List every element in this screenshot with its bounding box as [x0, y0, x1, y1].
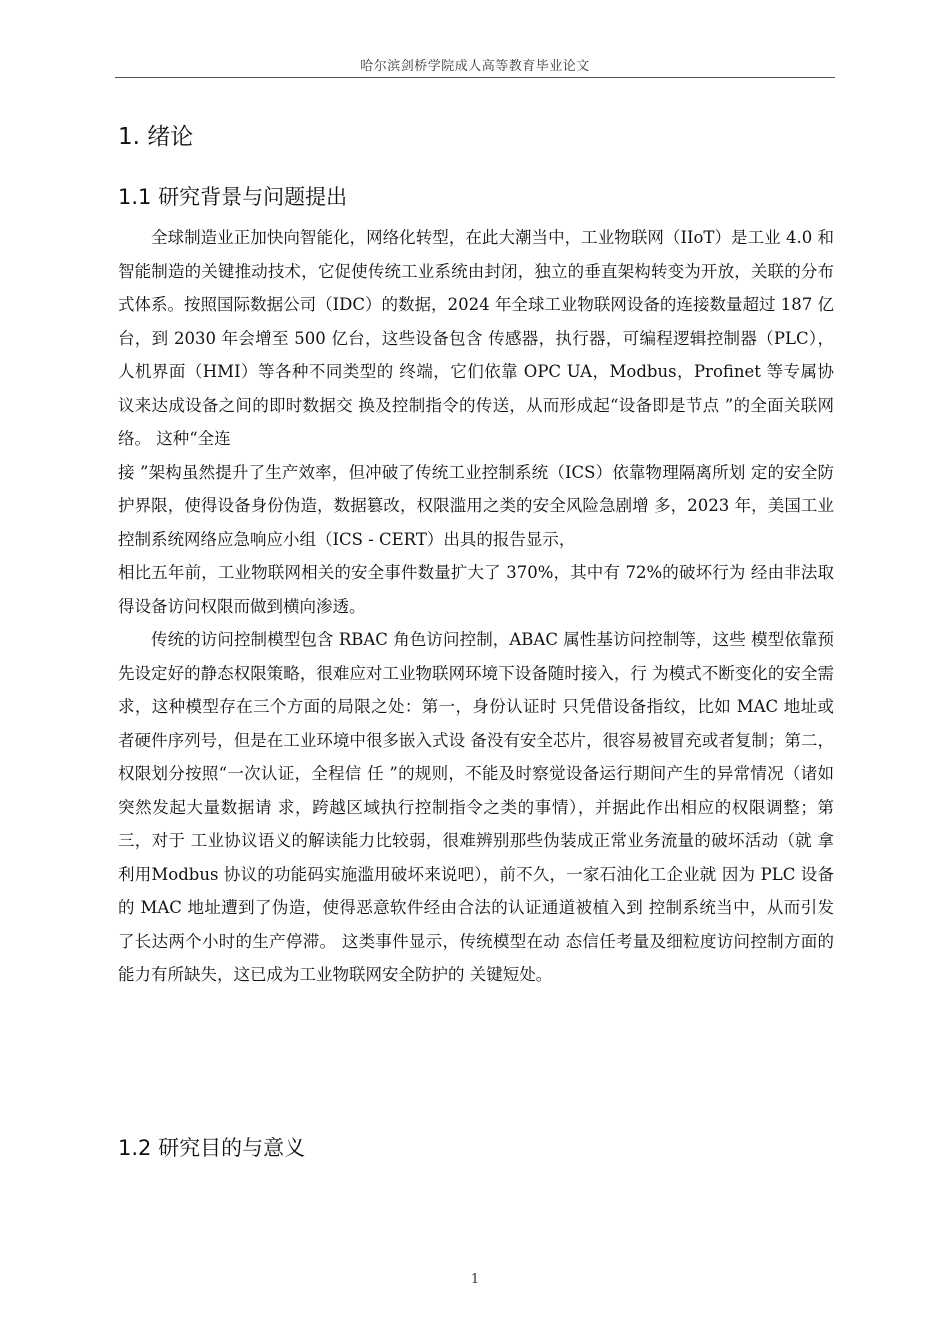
section-title-1-1: 1.1 研究背景与问题提出	[118, 185, 348, 209]
paragraph: 全球制造业正加快向智能化，网络化转型，在此大潮当中，工业物联网（IIoT）是工业 4.0 和智能制造的关键推动技术，它促使传统工业系统由封闭，独立的垂直架构转变为开放，关联的分布式体系。按照国际数据公司（IDC）的数据，2024 年全球工业物联网设备的连接数量超过 187 亿台，到 2030 年会增至 500 亿台，这些设备包含 传感器，执行器，可编程逻辑控制器（PLC），人机界面（HMI）等各种不同类型的 终端，它们依靠 OPC UA，Modbus，Profinet 等专属协议来达成设备之间的即时数据交 换及控制指令的传送，从而形成起“设备即是节点 ”的全面关联网络。 这种“全连	[118, 228, 834, 448]
chapter-title: 1. 绪论	[118, 124, 194, 150]
section-title-1-2: 1.2 研究目的与意义	[118, 1136, 306, 1160]
running-header: 哈尔滨剑桥学院成人高等教育毕业论文	[360, 59, 590, 74]
header-rule	[115, 77, 835, 78]
paragraph: 相比五年前，工业物联网相关的安全事件数量扩大了 370%，其中有 72%的破坏行为 经由非法取得设备访问权限而做到横向渗透。	[118, 563, 834, 616]
page-number: 1	[470, 1272, 480, 1287]
paragraph: 接 ”架构虽然提升了生产效率，但冲破了传统工业控制系统（ICS）依靠物理隔离所划 定的安全防护界限，使得设备身份伪造，数据篡改，权限滥用之类的安全风险急剧增 多，2023 年，美国工业控制系统网络应急响应小组（ICS - CERT）出具的报告显示，	[118, 462, 834, 549]
section-1-1-body	[118, 221, 834, 992]
paragraph: 传统的访问控制模型包含 RBAC 角色访问控制，ABAC 属性基访问控制等，这些 模型依靠预先设定好的静态权限策略，很难应对工业物联网环境下设备随时接入，行 为模式不断变化的安全需求，这种模型存在三个方面的局限之处：第一，身份认证时 只凭借设备指纹，比如 MAC 地址或者硬件序列号，但是在工业环境中很多嵌入式设 备没有安全芯片，很容易被冒充或者复制；第二，权限划分按照“一次认证，全程信 任 ”的规则，不能及时察觉设备运行期间产生的异常情况（诸如突然发起大量数据请 求，跨越区域执行控制指令之类的事情），并据此作出相应的权限调整；第三，对于 工业协议语义的解读能力比较弱，很难辨别那些伪装成正常业务流量的破坏活动（就 拿利用Modbus 协议的功能码实施滥用破坏来说吧），前不久，一家石油化工企业就 因为 PLC 设备的 MAC 地址遭到了伪造，使得恶意软件经由合法的认证通道被植入到 控制系统当中，从而引发了长达两个小时的生产停滞。 这类事件显示，传统模型在动 态信任考量及细粒度访问控制方面的能力有所缺失，这已成为工业物联网安全防护的 关键短处。	[118, 630, 834, 984]
